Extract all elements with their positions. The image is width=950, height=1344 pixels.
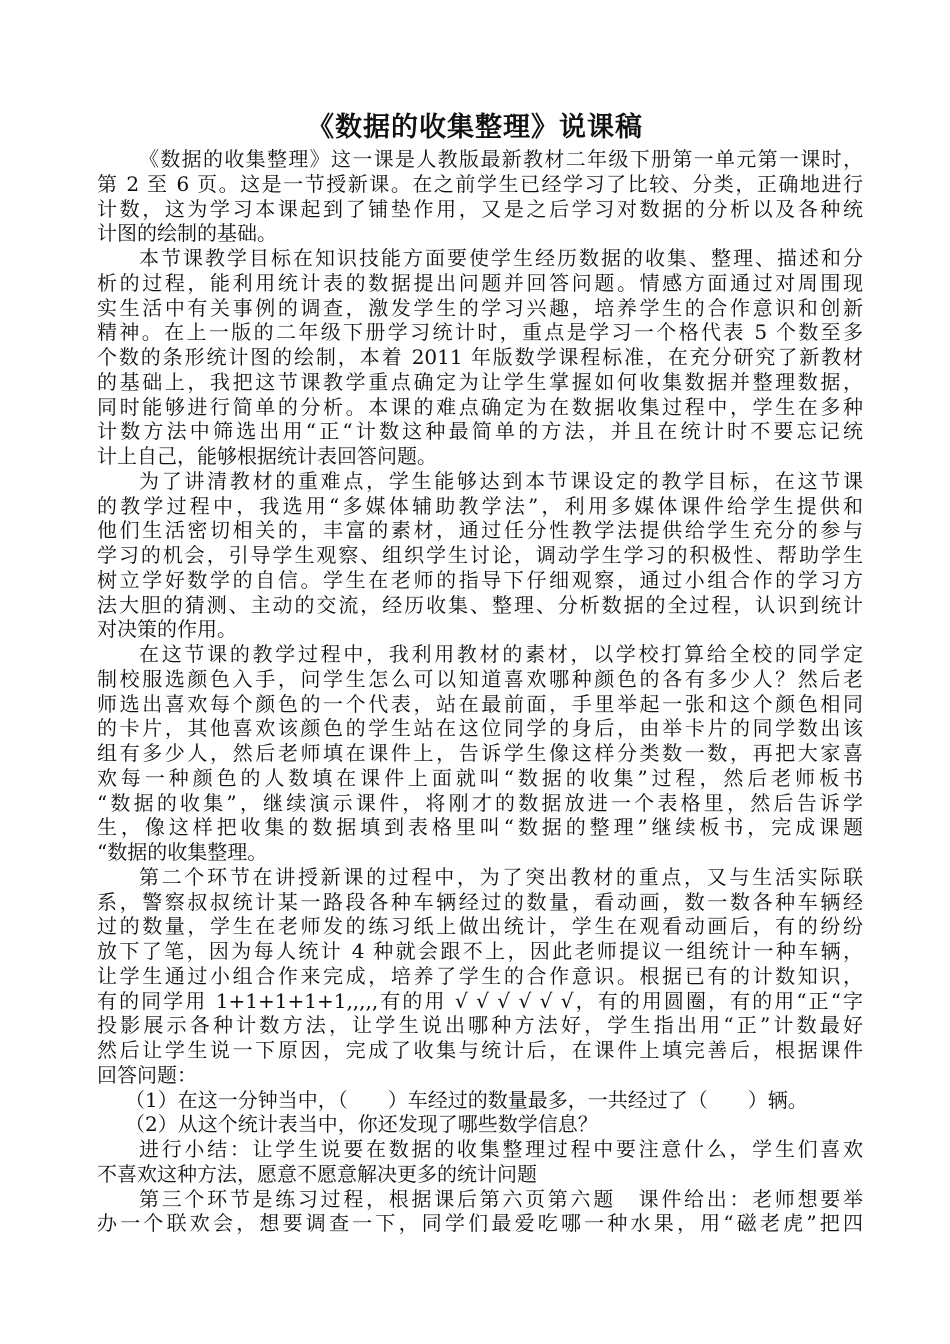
text-line: 同时能够进行简单的分析。本课的难点确定为在数据收集过程中，学生在多种: [97, 394, 863, 419]
text-line: 实生活中有关事例的调查，激发学生的学习兴趣，培养学生的合作意识和创新: [97, 295, 863, 320]
text-line: 办一个联欢会，想要调查一下，同学们最爱吃哪一种水果，用“磁老虎”把四: [97, 1211, 863, 1236]
text-line: 系，警察叔叔统计某一路段各种车辆经过的数量，看动画，数一数各种车辆经: [97, 889, 863, 914]
text-line: 不喜欢这种方法，愿意不愿意解决更多的统计问题: [97, 1161, 537, 1186]
text-line: “数据的收集整理。: [97, 840, 268, 864]
text-line: 他们生活密切相关的，丰富的素材，通过任分性教学法提供给学生充分的参与: [97, 518, 863, 543]
paragraph: [97, 469, 863, 642]
text-line: 然后让学生说一下原因，完成了收集与统计后，在课件上填完善后，根据课件: [97, 1038, 863, 1062]
text-line: 过的数量，学生在老师发的练习纸上做出统计，学生在观看动画后，有的纷纷: [97, 914, 863, 939]
text-line: 组有多少人，然后老师填在课件上，告诉学生像这样分类数一数，再把大家喜: [97, 741, 863, 765]
text-line: 精神。在上一版的二年级下册学习统计时，重点是学习一个格代表 5 个数至多: [97, 320, 863, 345]
text-line: （2）从这个统计表当中，你还发现了哪些数学信息？: [125, 1112, 598, 1137]
text-line: 生，像这样把收集的数据填到表格里叫“数据的整理”继续板书，完成课题: [97, 815, 863, 840]
text-line: 法大胆的猜测、主动的交流，经历收集、整理、分析数据的全过程，认识到统计: [97, 592, 863, 617]
paragraph: [97, 865, 863, 1088]
text-line: 本节课教学目标在知识技能方面要使学生经历数据的收集、整理、描述和分: [139, 246, 863, 270]
paragraph: [97, 1187, 863, 1237]
text-line: （1）在这一分钟当中，（ ）车经过的数量最多，一共经过了（ ）辆。: [125, 1087, 808, 1112]
text-line: 进行小结：让学生说要在数据的收集整理过程中要注意什么，学生们喜欢: [139, 1137, 863, 1161]
text-line: 个数的条形统计图的绘制，本着 2011 年版数学课程标准，在充分研究了新教材: [97, 345, 863, 369]
text-line: 投影展示各种计数方法，让学生说出哪种方法好，学生指出用“正”计数最好: [97, 1013, 863, 1038]
document-title: 《数据的收集整理》说课稿: [307, 112, 643, 143]
text-line: 《数据的收集整理》这一课是人教版最新教材二年级下册第一单元第一课时，: [139, 147, 863, 171]
text-line: 的基础上，我把这节课教学重点确定为让学生掌握如何收集数据并整理数据，: [97, 369, 863, 394]
text-line: 为了讲清教材的重难点，学生能够达到本节课设定的教学目标，在这节课: [139, 468, 863, 493]
text-line: “数据的收集”，继续演示课件，将刚才的数据放进一个表格里，然后告诉学: [97, 790, 863, 815]
text-line: 树立学好数学的自信。学生在老师的指导下仔细观察，通过小组合作的学习方: [97, 567, 863, 592]
text-line: 析的过程，能利用统计表的数据提出问题并回答问题。情感方面通过对周围现: [97, 270, 863, 295]
text-line: 第 2 至 6 页。这是一节授新课。在之前学生已经学习了比较、分类，正确地进行: [97, 171, 863, 196]
text-line: 的卡片，其他喜欢该颜色的学生站在这位同学的身后，由举卡片的同学数出该: [97, 716, 863, 741]
text-line: 计数，这为学习本课起到了铺垫作用，又是之后学习对数据的分析以及各种统: [97, 196, 863, 221]
text-line: 第二个环节在讲授新课的过程中，为了突出教材的重点，又与生活实际联: [139, 864, 863, 889]
text-line: 在这节课的教学过程中，我利用教材的素材，以学校打算给全校的同学定: [139, 642, 863, 666]
text-line: 学习的机会，引导学生观察、组织学生讨论，调动学生学习的积极性、帮助学生: [97, 543, 863, 567]
text-line: 放下了笔，因为每人统计 4 种就会跟不上，因此老师提议一组统计一种车辆，: [97, 939, 863, 963]
text-line: 的教学过程中，我选用“多媒体辅助教学法”，利用多媒体课件给学生提供和: [97, 493, 863, 518]
text-line: 对决策的作用。: [97, 617, 237, 642]
paragraph: [97, 642, 863, 865]
paragraph: [97, 1137, 863, 1187]
text-line: 师选出喜欢每个颜色的一个代表，站在最前面，手里举起一张和这个颜色相同: [97, 691, 863, 716]
text-line: 欢每一种颜色的人数填在课件上面就叫“数据的收集”过程，然后老师板书: [97, 765, 863, 790]
text-line: 制校服选颜色入手，问学生怎么可以知道喜欢哪种颜色的各有多少人？然后老: [97, 666, 863, 691]
document-body: [97, 147, 863, 1236]
text-line: 计数方法中筛选出用“正“计数这种最简单的方法，并且在统计时不要忘记统: [97, 419, 863, 444]
text-line: 计上自己，能够根据统计表回答问题。: [97, 444, 437, 468]
paragraph: [97, 1088, 863, 1113]
text-line: 第三个环节是练习过程，根据课后第六页第六题 课件给出：老师想要举: [139, 1186, 863, 1211]
paragraph: [97, 1112, 863, 1137]
text-line: 回答问题：: [97, 1062, 197, 1087]
paragraph: [97, 147, 863, 246]
paragraph: [97, 246, 863, 469]
text-line: 有的同学用 1+1+1+1+1,,,,,有的用 √ √ √ √ √ √，有的用圆圈，有的用“正“字: [97, 988, 863, 1013]
text-line: 让学生通过小组合作来完成，培养了学生的合作意识。根据已有的计数知识，: [97, 963, 863, 988]
text-line: 计图的绘制的基础。: [97, 221, 277, 246]
